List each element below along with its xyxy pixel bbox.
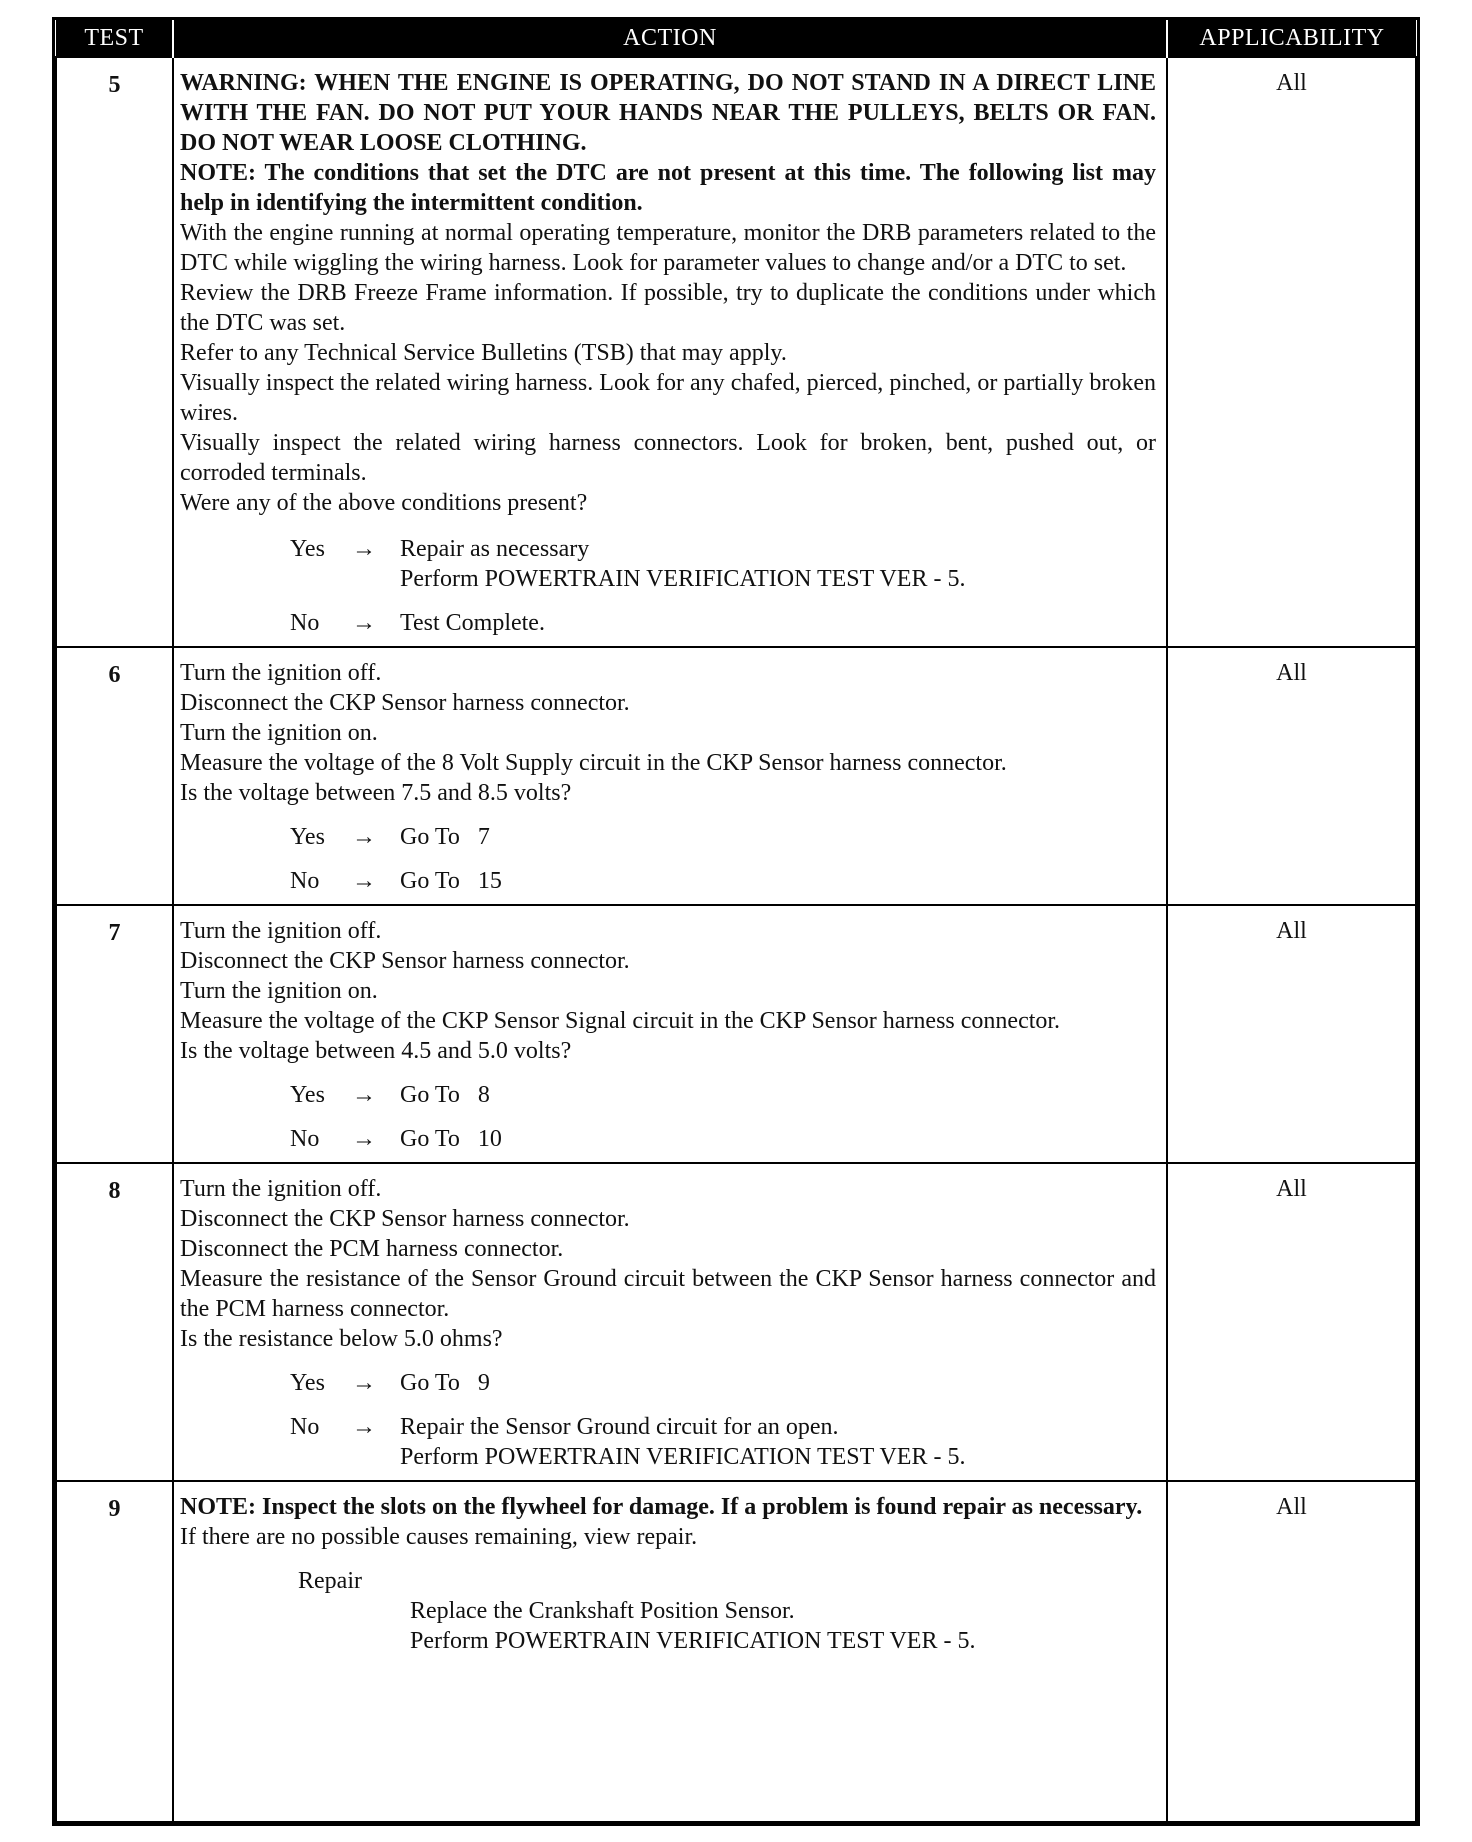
diagnostic-test-table [55,20,1417,1823]
header-applicability: APPLICABILITY [1167,20,1416,57]
step-text: Refer to any Technical Service Bulletins (TSB) that may apply. [180,340,787,366]
question-text: Is the resistance below 5.0 ohms? [180,1326,503,1352]
test-number: 8 [56,1163,173,1481]
arrow-right-icon: → [352,536,376,562]
repair-step: Perform POWERTRAIN VERIFICATION TEST VER - 5. [410,1628,976,1654]
no-result: Go To 15 [400,868,502,894]
arrow-right-icon: → [352,1126,376,1152]
test-number: 5 [56,57,173,647]
table-row-test-7 [56,905,1416,1163]
applicability-value: All [1167,647,1416,905]
no-label: No [290,868,320,894]
no-result: Go To 10 [400,1126,502,1152]
table-row-test-6 [56,647,1416,905]
arrow-right-icon: → [352,1370,376,1396]
yes-option [290,1368,1156,1398]
step-text: Visually inspect the related wiring harness connectors. Look for broken, bent, pushed out, or corroded terminals. [180,430,1156,486]
test-number: 7 [56,905,173,1163]
repair-steps [410,1596,1156,1656]
arrow-right-icon: → [352,1414,376,1440]
arrow-right-icon: → [352,610,376,636]
note-text: NOTE: Inspect the slots on the flywheel for damage. If a problem is found repair as necessary. [180,1494,1143,1520]
yes-label: Yes [290,1082,325,1108]
step-text: Turn the ignition off. [180,918,382,944]
applicability-value: All [1167,1163,1416,1481]
step-text: If there are no possible causes remaining, view repair. [180,1524,698,1550]
step-text: Disconnect the CKP Sensor harness connector. [180,690,630,716]
test-number: 6 [56,647,173,905]
no-option [290,866,1156,896]
applicability-value: All [1167,905,1416,1163]
step-text: Disconnect the CKP Sensor harness connector. [180,948,630,974]
yes-result: Go To 8 [400,1082,490,1108]
no-result: Perform POWERTRAIN VERIFICATION TEST VER - 5. [400,1444,966,1470]
action-cell [173,1481,1167,1822]
step-text: Disconnect the PCM harness connector. [180,1236,564,1262]
action-cell [173,647,1167,905]
yes-result: Perform POWERTRAIN VERIFICATION TEST VER - 5. [400,566,966,592]
yes-result: Repair as necessary [400,536,590,562]
step-text: Measure the resistance of the Sensor Ground circuit between the CKP Sensor harness connector and the PCM harness connector. [180,1266,1156,1322]
no-label: No [290,1126,320,1152]
yes-option [290,1080,1156,1110]
note-text: NOTE: The conditions that set the DTC are not present at this time. The following list may help in identifying the intermittent condition. [180,160,1156,216]
table-row-test-9 [56,1481,1416,1822]
no-result: Repair the Sensor Ground circuit for an open. [400,1414,839,1440]
question-text: Is the voltage between 4.5 and 5.0 volts? [180,1038,572,1064]
test-number: 9 [56,1481,173,1822]
question-text: Is the voltage between 7.5 and 8.5 volts? [180,780,572,806]
step-text: Turn the ignition on. [180,978,378,1004]
no-label: No [290,610,320,636]
no-result: Test Complete. [400,610,545,636]
applicability-value: All [1167,57,1416,647]
action-cell [173,905,1167,1163]
step-text: Turn the ignition on. [180,720,378,746]
step-text: Visually inspect the related wiring harness. Look for any chafed, pierced, pinched, or partially broken wires. [180,370,1156,426]
step-text: Measure the voltage of the 8 Volt Supply circuit in the CKP Sensor harness connector. [180,750,1007,776]
action-cell [173,1163,1167,1481]
yes-label: Yes [290,536,325,562]
action-cell [173,57,1167,647]
repair-label: Repair [298,1568,362,1594]
yes-label: Yes [290,1370,325,1396]
step-text: Disconnect the CKP Sensor harness connector. [180,1206,630,1232]
warning-text: WARNING: WHEN THE ENGINE IS OPERATING, DO NOT STAND IN A DIRECT LINE WITH THE FAN. DO NOT PUT YOUR HANDS NEAR THE PULLEYS, BELTS OR FAN. DO NOT WEAR LOOSE CLOTHING. [180,70,1156,156]
arrow-right-icon: → [352,1082,376,1108]
header-action: ACTION [173,20,1167,57]
repair-step: Replace the Crankshaft Position Sensor. [410,1598,795,1624]
arrow-right-icon: → [352,824,376,850]
header-test: TEST [56,20,173,57]
step-text: Turn the ignition off. [180,1176,382,1202]
table-row-test-8 [56,1163,1416,1481]
step-text: Measure the voltage of the CKP Sensor Signal circuit in the CKP Sensor harness connector. [180,1008,1061,1034]
step-text: Turn the ignition off. [180,660,382,686]
yes-label: Yes [290,824,325,850]
applicability-value: All [1167,1481,1416,1822]
no-option [290,1124,1156,1154]
question-text: Were any of the above conditions present? [180,490,588,516]
yes-result: Go To 9 [400,1370,490,1396]
step-text: Review the DRB Freeze Frame information. If possible, try to duplicate the conditions under which the DTC was set. [180,280,1156,336]
no-option [290,1412,1156,1472]
arrow-right-icon: → [352,868,376,894]
table-header-row [56,20,1416,57]
yes-option [290,534,1156,594]
yes-result: Go To 7 [400,824,490,850]
table-row-test-5 [56,57,1416,647]
yes-option [290,822,1156,852]
no-label: No [290,1414,320,1440]
step-text: With the engine running at normal operating temperature, monitor the DRB parameters related to the DTC while wiggling the wiring harness. Look for parameter values to change and/or a DTC to set. [180,220,1156,276]
diagnostic-table-page [52,17,1420,1826]
no-option [290,608,1156,638]
